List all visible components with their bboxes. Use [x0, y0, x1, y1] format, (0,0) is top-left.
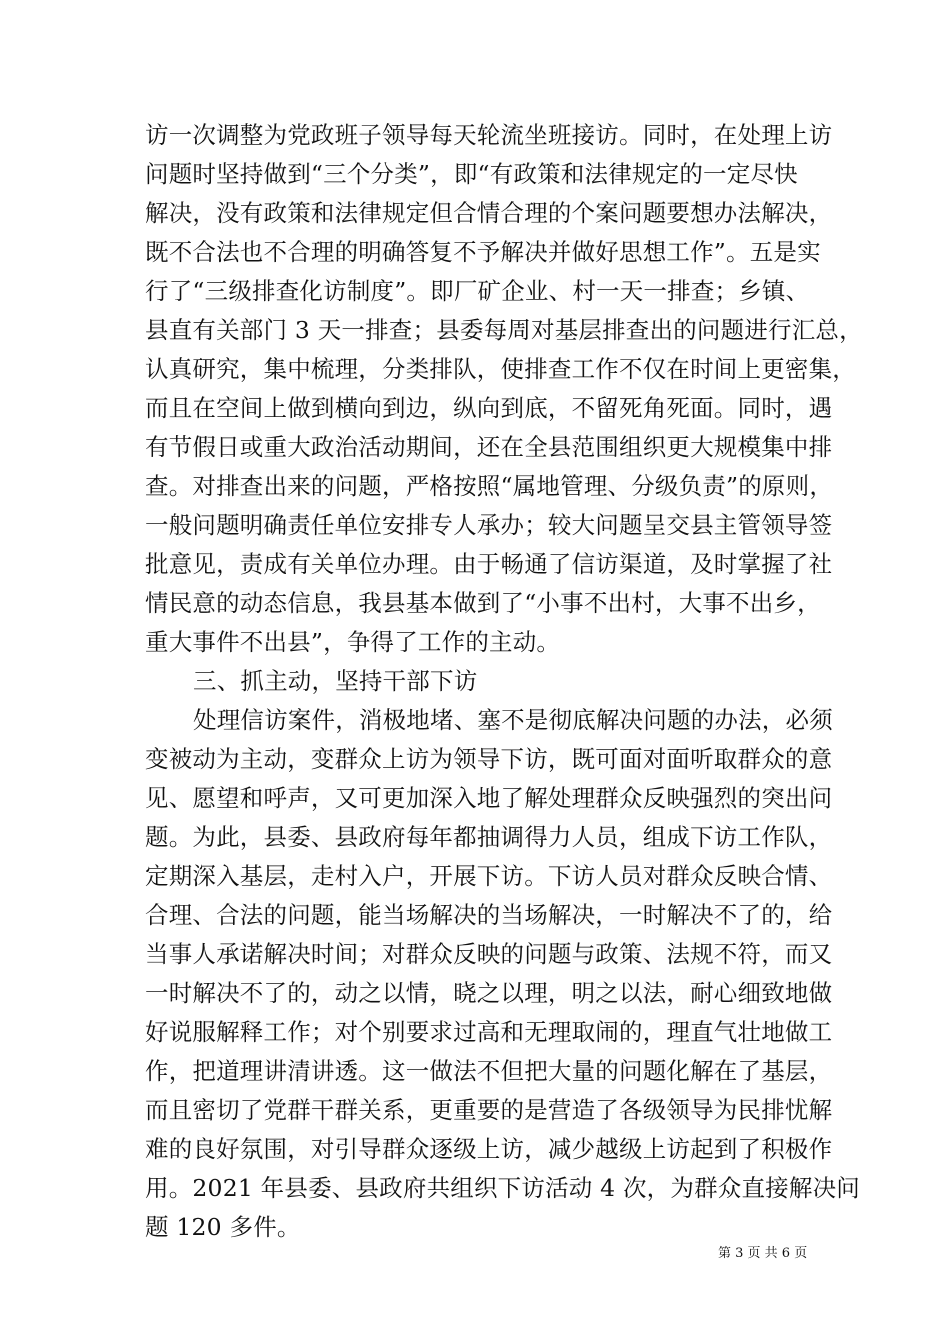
page-number: 第 3 页 共 6 页 — [718, 1246, 808, 1261]
text-line: 而且在空间上做到横向到边，纵向到底，不留死角死面。同时，遇 — [145, 394, 833, 422]
text-line: 重大事件不出县”，争得了工作的主动。 — [145, 628, 561, 656]
text-line: 当事人承诺解决时间；对群众反映的问题与政策、法规不符，而又 — [145, 940, 833, 968]
text-line: 既不合法也不合理的明确答复不予解决并做好思想工作”。五是实 — [145, 238, 821, 266]
text-line: 变被动为主动，变群众上访为领导下访，既可面对面听取群众的意 — [145, 745, 833, 773]
text-line: 访一次调整为党政班子领导每天轮流坐班接访。同时，在处理上访 — [145, 121, 833, 149]
text-line: 题 120 多件。 — [145, 1213, 301, 1241]
text-line: 认真研究，集中梳理，分类排队，使排查工作不仅在时间上更密集， — [145, 355, 856, 383]
text-line: 一时解决不了的，动之以情，晓之以理，明之以法，耐心细致地做 — [145, 979, 833, 1007]
text-line: 用。2021 年县委、县政府共组织下访活动 4 次，为群众直接解决问 — [145, 1174, 860, 1202]
text-line: 好说服解释工作；对个别要求过高和无理取闹的，理直气壮地做工 — [145, 1018, 833, 1046]
text-line: 题。为此，县委、县政府每年都抽调得力人员，组成下访工作队， — [145, 823, 833, 851]
text-line: 有节假日或重大政治活动期间，还在全县范围组织更大规模集中排 — [145, 433, 833, 461]
text-line: 县直有关部门 3 天一排查；县委每周对基层排查出的问题进行汇总， — [145, 316, 863, 344]
text-line: 处理信访案件，消极地堵、塞不是彻底解决问题的办法，必须 — [193, 706, 833, 734]
text-line: 情民意的动态信息，我县基本做到了“小事不出村，大事不出乡， — [145, 589, 821, 617]
text-line: 一般问题明确责任单位安排专人承办；较大问题呈交县主管领导签 — [145, 511, 833, 539]
text-line: 问题时坚持做到“三个分类”，即“有政策和法律规定的一定尽快 — [145, 160, 798, 188]
section-heading: 三、抓主动，坚持干部下访 — [193, 667, 478, 695]
text-line: 解决，没有政策和法律规定但合情合理的个案问题要想办法解决， — [145, 199, 833, 227]
text-line: 查。对排查出来的问题，严格按照“属地管理、分级负责”的原则， — [145, 472, 834, 500]
text-line: 批意见，责成有关单位办理。由于畅通了信访渠道，及时掌握了社 — [145, 550, 833, 578]
text-line: 行了“三级排查化访制度”。即厂矿企业、村一天一排查；乡镇、 — [145, 277, 810, 305]
text-line: 而且密切了党群干群关系，更重要的是营造了各级领导为民排忧解 — [145, 1096, 833, 1124]
text-line: 定期深入基层，走村入户，开展下访。下访人员对群众反映合情、 — [145, 862, 833, 890]
text-line: 见、愿望和呼声，又可更加深入地了解处理群众反映强烈的突出问 — [145, 784, 833, 812]
text-line: 合理、合法的问题，能当场解决的当场解决，一时解决不了的，给 — [145, 901, 833, 929]
text-line: 难的良好氛围，对引导群众逐级上访，减少越级上访起到了积极作 — [145, 1135, 833, 1163]
text-line: 作，把道理讲清讲透。这一做法不但把大量的问题化解在了基层， — [145, 1057, 833, 1085]
